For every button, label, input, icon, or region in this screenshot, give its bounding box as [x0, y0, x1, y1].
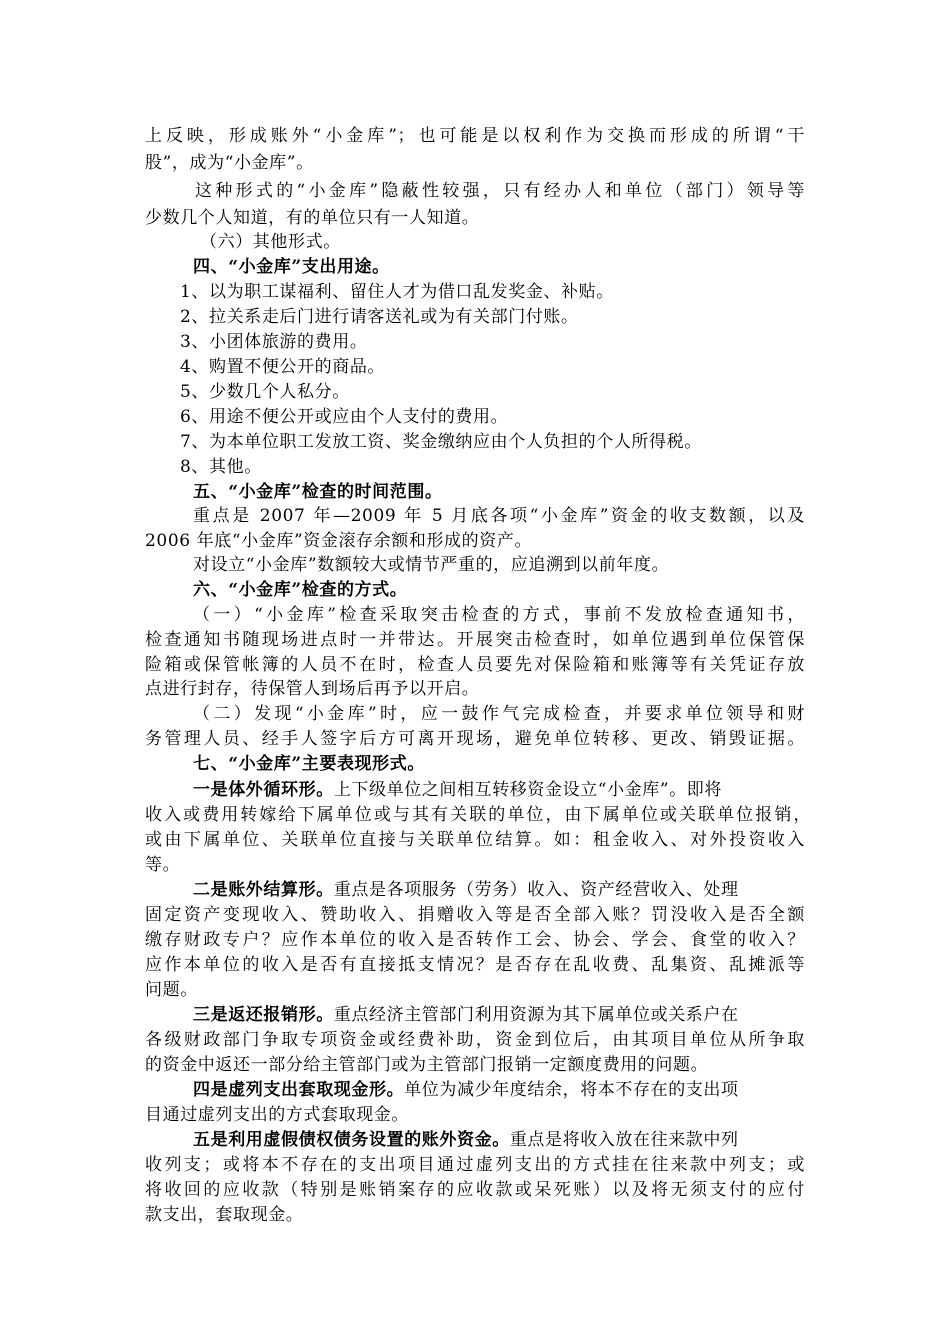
list-item: 3、小团体旅游的费用。 — [180, 332, 368, 352]
text-run: 重点是各项服务（劳务）收入、资产经营收入、处理 — [333, 880, 739, 900]
text-line: 目通过虚列支出的方式套取现金。 — [145, 1105, 409, 1125]
text-run: 上下级单位之间相互转移资金设立“小金库”。即将 — [333, 780, 722, 800]
text-line: 点进行封存，待保管人到场后再予以开启。 — [145, 679, 480, 699]
text-line: 等。 — [145, 855, 181, 875]
text-line: 的资金中返还一部分给主管部门或为主管部门报销一定额度费用的问题。 — [145, 1055, 709, 1075]
list-item: 6、用途不便公开或应由个人支付的费用。 — [180, 407, 509, 427]
text-line: 检查通知书随现场进点时一并带达。开展突击检查时，如单位遇到单位保管保 — [145, 630, 805, 650]
paragraph-line — [193, 878, 739, 902]
text-line: 上反映，形成账外“小金库”；也可能是以权利作为交换而形成的所谓“干 — [145, 126, 805, 146]
bold-lead-in: 三是返还报销形。 — [193, 1005, 334, 1025]
paragraph-line — [193, 778, 722, 802]
text-line: 或由下属单位、关联单位直接与关联单位结算。如：租金收入、对外投资收入 — [145, 830, 805, 850]
bold-lead-in: 四是虚列支出套取现金形。 — [193, 1080, 405, 1100]
text-line: 重点是 2007 年—2009 年 5 月底各项“小金库”资金的收支数额，以及 — [193, 506, 805, 526]
bold-lead-in: 二是账外结算形。 — [193, 880, 334, 900]
text-line: 收入或费用转嫁给下属单位或与其有关联的单位，由下属单位或关联单位报销， — [145, 805, 811, 825]
paragraph-line — [193, 1128, 739, 1152]
text-line: 2006 年底“小金库”资金滚存余额和形成的资产。 — [145, 531, 533, 551]
section-heading: 五、“小金库”检查的时间范围。 — [193, 482, 443, 502]
list-item: 5、少数几个人私分。 — [180, 382, 350, 402]
bold-lead-in: 一是体外循环形。 — [193, 780, 334, 800]
paragraph-line — [193, 1078, 739, 1102]
text-line: 将收回的应收款（特别是账销案存的应收款或呆死账）以及将无须支付的应付 — [145, 1180, 805, 1200]
text-line: 款支出，套取现金。 — [145, 1205, 304, 1225]
list-item: 4、购置不便公开的商品。 — [180, 357, 386, 377]
list-item: 2、拉关系走后门进行请客送礼或为有关部门付账。 — [180, 307, 579, 327]
text-line: （二）发现“小金库”时，应一鼓作气完成检查，并要求单位领导和财 — [193, 704, 805, 724]
text-line: 务管理人员、经手人签字后方可离开现场，避免单位转移、更改、销毁证据。 — [145, 729, 805, 749]
section-heading: 七、“小金库”主要表现形式。 — [193, 754, 425, 774]
section-heading: 六、“小金库”检查的方式。 — [193, 580, 408, 600]
text-run: 重点是将收入放在往来款中列 — [509, 1130, 739, 1150]
section-heading: 四、“小金库”支出用途。 — [193, 257, 390, 277]
text-line: （一）“小金库”检查采取突击检查的方式，事前不发放检查通知书， — [193, 605, 805, 625]
text-line: 应作本单位的收入是否有直接抵支情况？是否存在乱收费、乱集资、乱摊派等 — [145, 955, 805, 975]
text-line: 各级财政部门争取专项资金或经费补助，资金到位后，由其项目单位从所争取 — [145, 1030, 805, 1050]
text-run: 重点经济主管部门利用资源为其下属单位或关系户在 — [333, 1005, 739, 1025]
text-line: 少数几个人知道，有的单位只有一人知道。 — [145, 208, 480, 228]
bold-lead-in: 五是利用虚假债权债务设置的账外资金。 — [193, 1130, 510, 1150]
text-line: 问题。 — [145, 980, 198, 1000]
text-line: 对设立“小金库”数额较大或情节严重的，应追溯到以前年度。 — [193, 555, 670, 575]
text-run: 单位为减少年度结余，将本不存在的支出项 — [404, 1080, 739, 1100]
text-line: 缴存财政专户？应作本单位的收入是否转作工会、协会、学会、食堂的收入？ — [145, 930, 805, 950]
text-line: 固定资产变现收入、赞助收入、捐赠收入等是否全部入账？罚没收入是否全额 — [145, 905, 805, 925]
paragraph-line — [193, 1003, 739, 1027]
text-line: 险箱或保管帐簿的人员不在时，检查人员要先对保险箱和账簿等有关凭证存放 — [145, 655, 805, 675]
text-line: 股”，成为“小金库”。 — [145, 153, 314, 173]
text-line: 这种形式的“小金库”隐蔽性较强，只有经办人和单位（部门）领导等 — [195, 181, 805, 201]
list-item: 1、以为职工谋福利、留住人才为借口乱发奖金、补贴。 — [180, 282, 614, 302]
text-line: （六）其他形式。 — [200, 232, 341, 252]
text-line: 收列支；或将本不存在的支出项目通过虚列支出的方式挂在往来款中列支；或 — [145, 1155, 805, 1175]
list-item: 8、其他。 — [180, 457, 262, 477]
list-item: 7、为本单位职工发放工资、奖金缴纳应由个人负担的个人所得税。 — [180, 432, 702, 452]
